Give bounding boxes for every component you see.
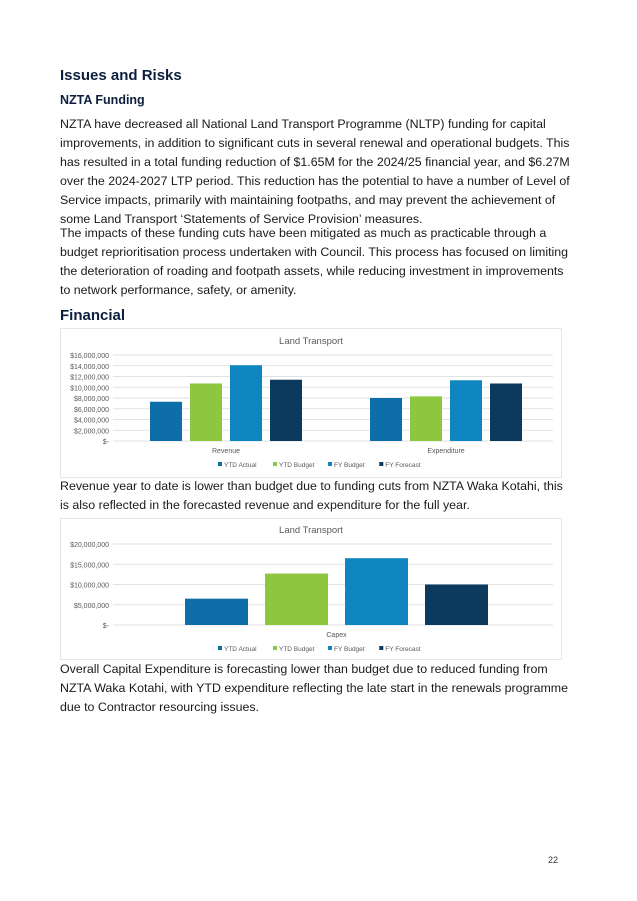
legend-label: YTD Budget bbox=[279, 462, 315, 469]
y-tick-label: $8,000,000 bbox=[73, 396, 109, 403]
revenue-expenditure-chart bbox=[60, 328, 562, 478]
bar-ytd-actual-revenue bbox=[150, 402, 182, 441]
legend-swatch bbox=[273, 646, 277, 650]
legend-swatch bbox=[218, 462, 222, 466]
bar-ytd-budget-capex bbox=[265, 574, 328, 625]
y-tick-label: $16,000,000 bbox=[70, 353, 109, 360]
issues-heading: Issues and Risks bbox=[60, 67, 182, 84]
chart-title: Land Transport bbox=[279, 525, 343, 536]
x-category-label: Capex bbox=[326, 632, 347, 639]
bar-fy-forecast-capex bbox=[425, 585, 488, 626]
bar-ytd-actual-expenditure bbox=[370, 398, 402, 441]
legend-swatch bbox=[328, 646, 332, 650]
page-number: 22 bbox=[548, 855, 559, 865]
legend-swatch bbox=[379, 646, 383, 650]
legend-label: FY Forecast bbox=[385, 462, 421, 469]
legend-swatch bbox=[328, 462, 332, 466]
issues-paragraph-2: The impacts of these funding cuts have been mitigated as much as practicable through a budget reprioritisation process undertaken with Council. This process has focused on limiting the deterioration of roading and footpath assets, while reducing investment in improvements to network performance, safety, or amenity. bbox=[60, 226, 569, 297]
bar-fy-budget-capex bbox=[345, 558, 408, 625]
bar-ytd-budget-expenditure bbox=[410, 396, 442, 441]
y-tick-label: $12,000,000 bbox=[70, 374, 109, 382]
legend-label: FY Budget bbox=[334, 646, 365, 653]
chart-title: Land Transport bbox=[279, 336, 343, 347]
y-tick-label: $10,000,000 bbox=[70, 385, 109, 393]
legend-swatch bbox=[273, 462, 277, 466]
y-tick-label: $2,000,000 bbox=[73, 428, 109, 436]
legend-label: YTD Actual bbox=[224, 462, 257, 469]
x-category-label: Expenditure bbox=[427, 448, 465, 455]
bar-fy-forecast-expenditure bbox=[490, 383, 522, 441]
y-tick-label: $6,000,000 bbox=[73, 406, 109, 414]
legend-label: FY Budget bbox=[334, 462, 365, 469]
legend-label: YTD Actual bbox=[224, 646, 257, 653]
revenue-expenditure-chart-svg bbox=[61, 329, 561, 477]
financial-heading: Financial bbox=[60, 307, 126, 324]
capex-chart-svg bbox=[61, 519, 561, 659]
y-tick-label: $15,000,000 bbox=[70, 562, 109, 570]
bar-fy-budget-revenue bbox=[230, 365, 262, 441]
bar-ytd-budget-revenue bbox=[190, 383, 222, 441]
bar-ytd-actual-capex bbox=[185, 599, 248, 625]
y-tick-label: $10,000,000 bbox=[70, 582, 109, 590]
x-category-label: Revenue bbox=[211, 448, 241, 455]
y-tick-label: $14,000,000 bbox=[70, 363, 109, 371]
bar-fy-forecast-revenue bbox=[270, 380, 302, 441]
legend-label: FY Forecast bbox=[385, 646, 421, 653]
y-tick-label: $- bbox=[102, 439, 109, 446]
nzta-funding-subheading: NZTA Funding bbox=[60, 93, 145, 107]
legend-label: YTD Budget bbox=[279, 646, 315, 653]
y-tick-label: $4,000,000 bbox=[73, 417, 109, 425]
y-tick-label: $- bbox=[102, 623, 109, 630]
legend-swatch bbox=[218, 646, 222, 650]
financial-caption-2: Overall Capital Expenditure is forecasting lower than budget due to reduced funding from NZTA Waka Kotahi, with YTD expenditure reflecting the late start in the renewals programme due to Contractor resourcing issues. bbox=[60, 662, 569, 714]
y-tick-label: $5,000,000 bbox=[73, 602, 109, 610]
issues-paragraph-1: NZTA have decreased all National Land Transport Programme (NLTP) funding for capital improvements, in addition to significant cuts in several renewal and operational budgets. This has resulted in a total funding reduction of $1.65M for the 2024/25 financial year, and $6.27M over the 2024-2027 LTP period. This reduction has the potential to have a number of Level of Service impacts, primarily with maintaining footpaths, and may prevent the achievement of some Land Transport ‘Statements of Service Provision’ measures. bbox=[60, 117, 570, 226]
financial-caption-1: Revenue year to date is lower than budget due to funding cuts from NZTA Waka Kotahi, this is also reflected in the forecasted revenue and expenditure for the full year. bbox=[60, 479, 563, 512]
legend-swatch bbox=[379, 462, 383, 466]
bar-fy-budget-expenditure bbox=[450, 380, 482, 441]
y-tick-label: $20,000,000 bbox=[70, 542, 109, 549]
capex-chart bbox=[60, 518, 562, 660]
